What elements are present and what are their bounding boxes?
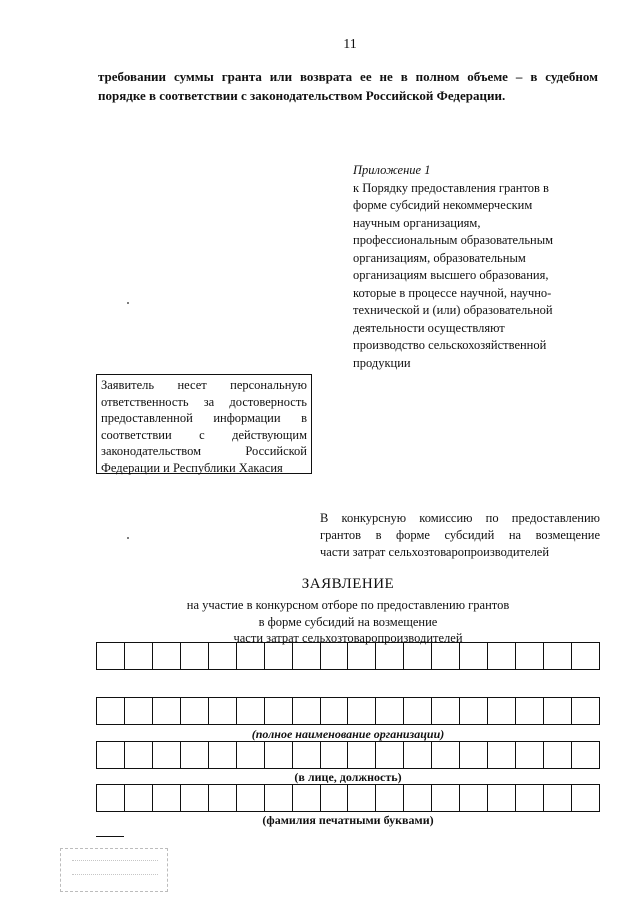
subheading-line: части затрат сельхозтоваропроизводителей [233, 631, 463, 645]
annex-line: продукции [353, 355, 411, 370]
intro-line-1: требовании суммы гранта или возврата ее не в полном объеме – в судебном [98, 69, 598, 84]
surname-caption: (фамилия печатными буквами) [262, 813, 434, 827]
application-heading: ЗАЯВЛЕНИЕ [301, 576, 395, 592]
notice-box [96, 374, 312, 474]
annex-block [353, 162, 598, 372]
annex-line: производство сельскохозяйственной [353, 338, 547, 352]
annex-line: организациям, образовательным [353, 250, 526, 265]
annex-line: к Порядку предоставления грантов в [353, 180, 549, 195]
addressee-line: грантов в форме субсидий на возмещение [320, 528, 600, 542]
addressee-line: В конкурсную комиссию по предоставлению [320, 511, 600, 525]
annex-line: профессиональным образовательным [353, 233, 554, 247]
addressee-line: части затрат сельхозтоваропроизводителей [320, 545, 550, 559]
org-name-caption: (полное наименование организации) [251, 727, 445, 741]
surname-grid[interactable] [96, 784, 600, 812]
notice-line: соответствии с действующим [101, 427, 307, 442]
annex-line: технической и (или) образовательной [353, 303, 553, 317]
notice-line: ответственность за достоверность [101, 394, 307, 409]
page-number: 11 [343, 37, 357, 52]
position-caption: (в лице, должность) [294, 770, 402, 784]
addressee-block [320, 510, 600, 561]
notice-line: предоставленной информации в [101, 411, 307, 426]
intro-paragraph [98, 67, 598, 105]
annex-line: научным организациям, [353, 215, 481, 230]
footnote-rule [96, 836, 124, 837]
faint-stamp-line [72, 874, 158, 876]
org-name-grid-row-1[interactable] [96, 642, 600, 670]
org-name-grid-row-2[interactable] [96, 697, 600, 725]
annex-line: организациям высшего образования, [353, 268, 549, 282]
application-subheading [96, 597, 600, 647]
annex-title: Приложение 1 [353, 163, 431, 177]
notice-line: Заявитель несет персональную [101, 378, 307, 392]
intro-line-2: порядке в соответствии с законодательством Российской Федерации. [98, 88, 506, 103]
notice-line: Федерации и Республики Хакасия [101, 460, 283, 475]
annex-line: форме субсидий некоммерческим [353, 198, 533, 212]
annex-line: которые в процессе научной, научно- [353, 285, 552, 300]
scan-dot [127, 302, 129, 304]
subheading-line: в форме субсидий на возмещение [258, 614, 438, 629]
position-grid[interactable] [96, 741, 600, 769]
faint-stamp [60, 848, 168, 892]
faint-stamp-line [72, 860, 158, 862]
scan-dot [127, 537, 129, 539]
annex-line: деятельности осуществляют [353, 320, 505, 335]
subheading-line: на участие в конкурсном отборе по предоставлению грантов [186, 598, 510, 612]
notice-line: законодательством Российской [101, 444, 307, 459]
